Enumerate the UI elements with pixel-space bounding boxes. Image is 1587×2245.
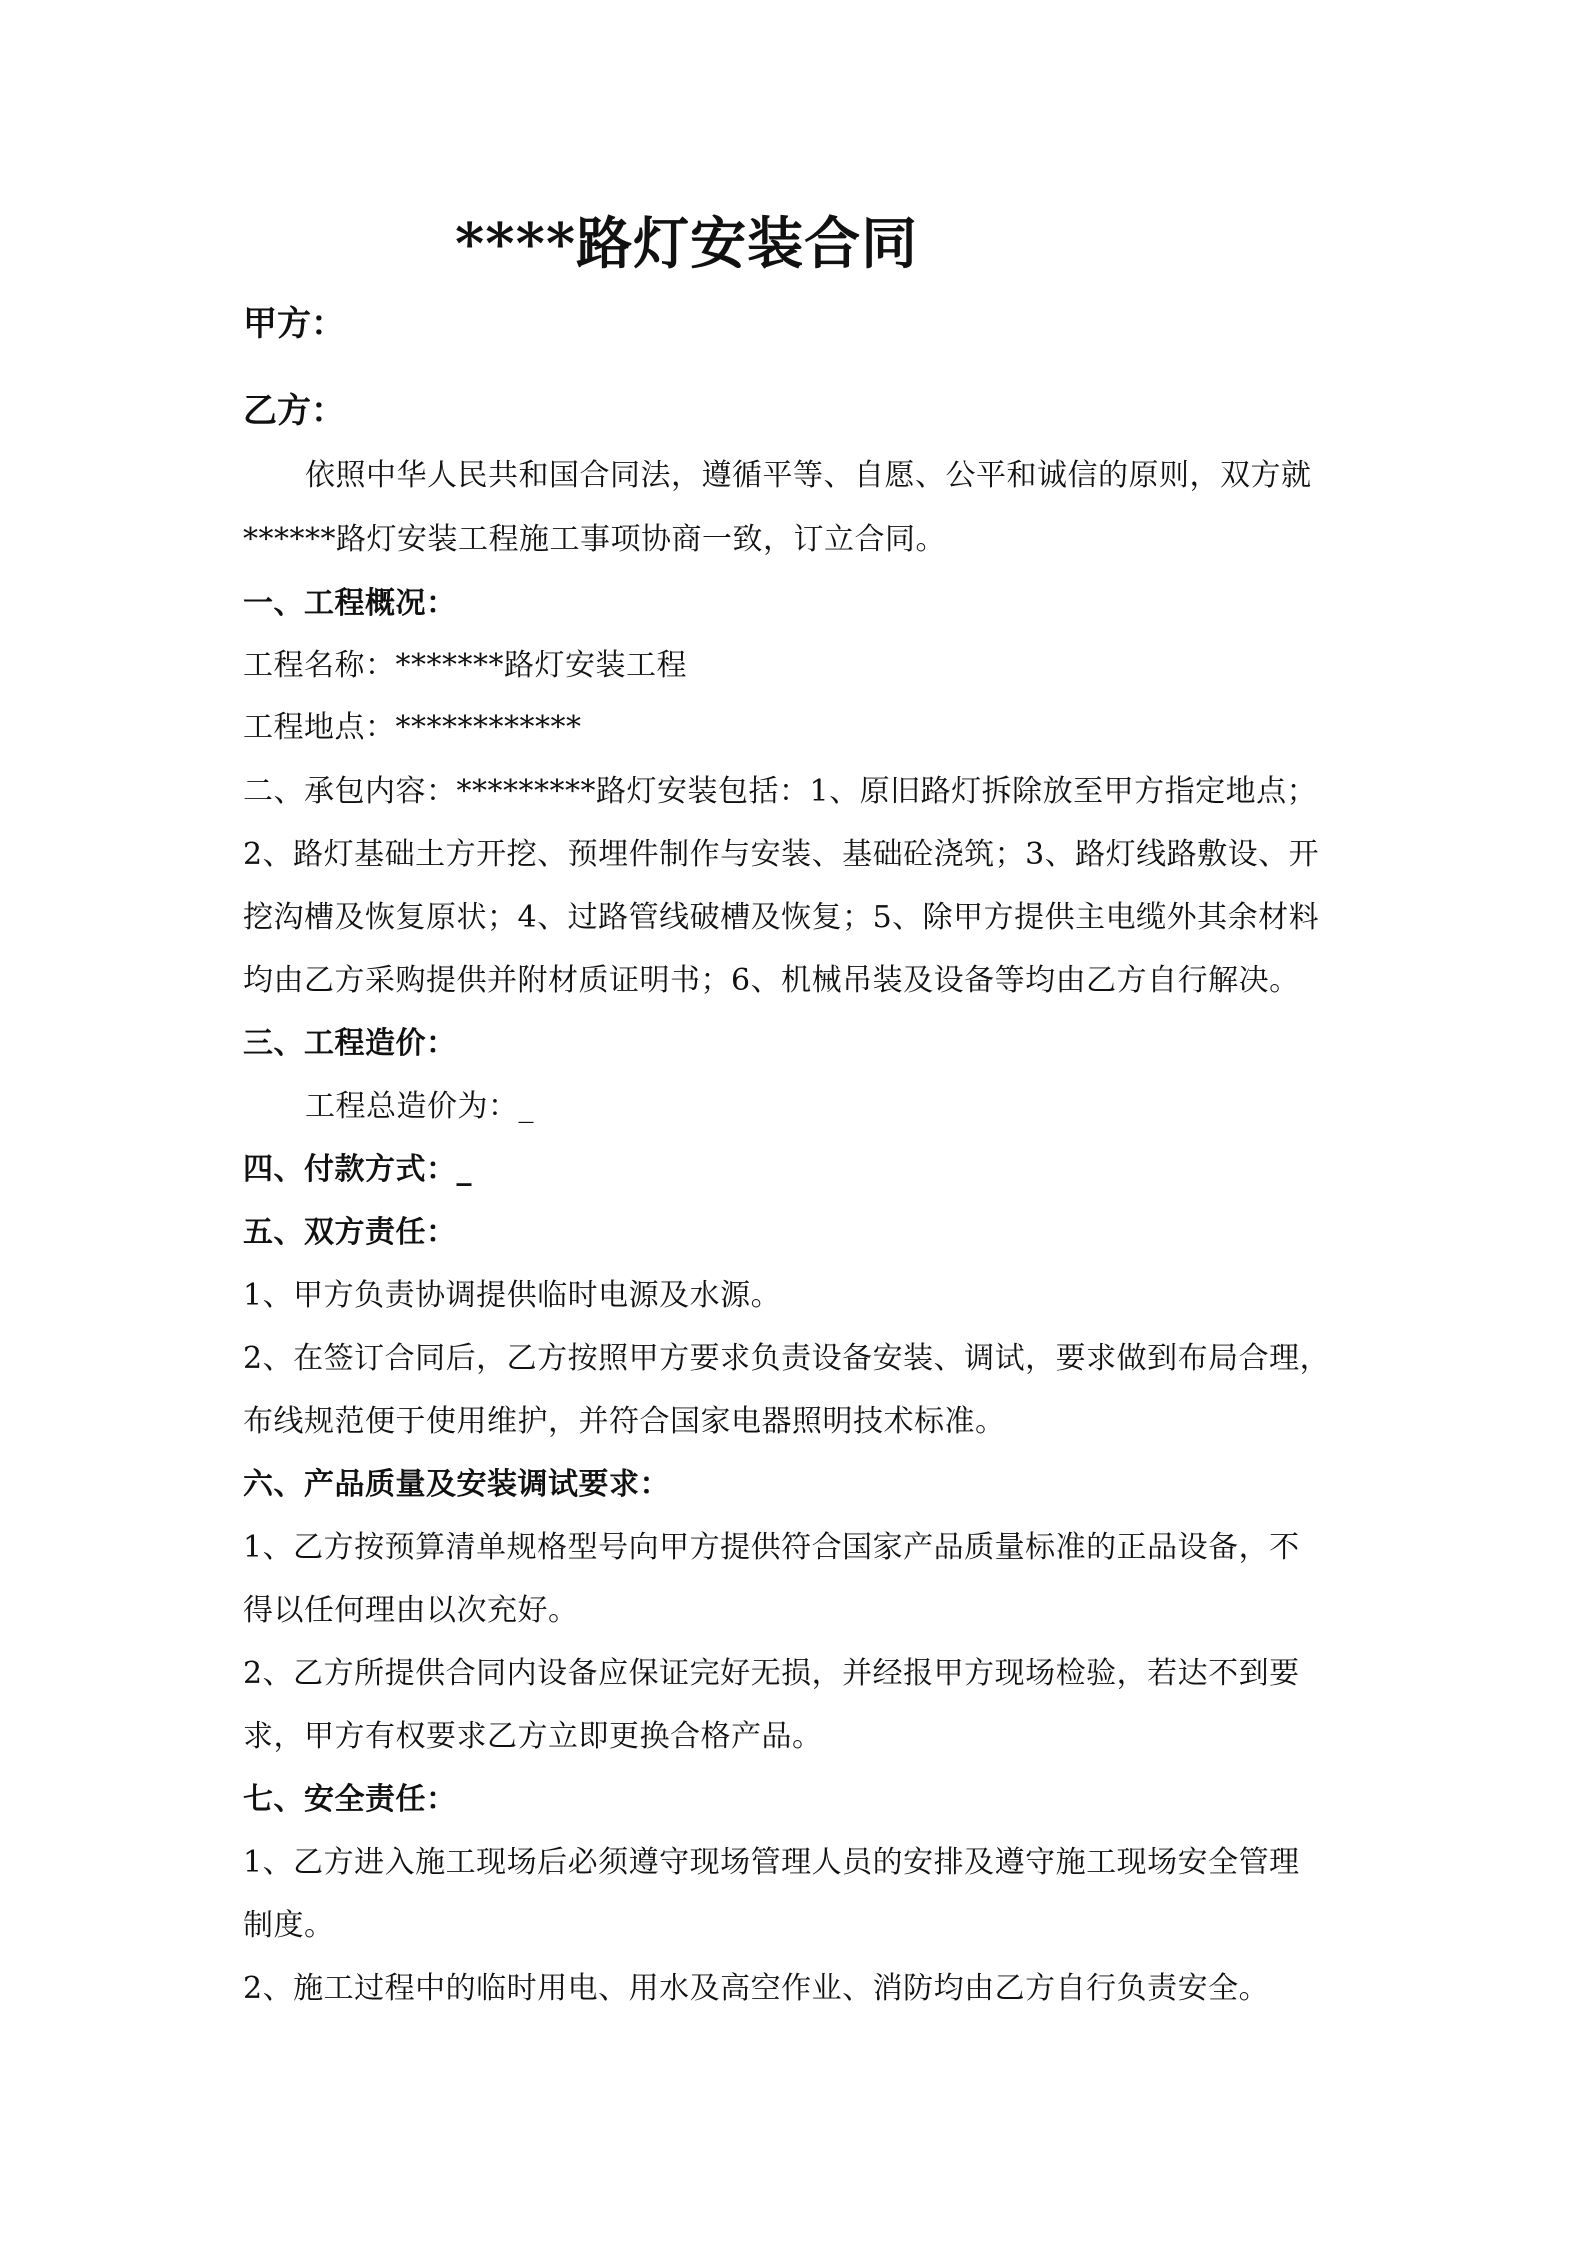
project-location: 工程地点：************ (243, 710, 582, 745)
section-5-item-1: 1、甲方负责协调提供临时电源及水源。 (243, 1278, 782, 1313)
section-2-line-2: 2、路灯基础土方开挖、预埋件制作与安装、基础砼浇筑；3、路灯线路敷设、开 (243, 837, 1320, 872)
party-a-label: 甲方： (243, 304, 345, 344)
section-6-item-1-line-1: 1、乙方按预算清单规格型号向甲方提供符合国家产品质量标准的正品设备，不 (243, 1530, 1300, 1565)
section-2-line-1: 二、承包内容：*********路灯安装包括：1、原旧路灯拆除放至甲方指定地点； (243, 774, 1318, 809)
section-6-heading: 六、产品质量及安装调试要求： (243, 1467, 670, 1502)
section-4-heading: 四、付款方式：_ (243, 1152, 472, 1187)
section-2-line-4: 均由乙方采购提供并附材质证明书；6、机械吊装及设备等均由乙方自行解决。 (243, 963, 1300, 998)
section-7-item-1-line-2: 制度。 (243, 1908, 335, 1943)
section-6-item-2-line-2: 求，甲方有权要求乙方立即更换合格产品。 (243, 1719, 823, 1754)
intro-paragraph-line-2: ******路灯安装工程施工事项协商一致，订立合同。 (243, 522, 946, 557)
section-6-item-2-line-1: 2、乙方所提供合同内设备应保证完好无损，并经报甲方现场检验，若达不到要 (243, 1656, 1300, 1691)
section-2-line-3: 挖沟槽及恢复原状；4、过路管线破槽及恢复；5、除甲方提供主电缆外其余材料 (243, 900, 1320, 935)
project-name: 工程名称：*******路灯安装工程 (243, 648, 687, 683)
section-7-heading: 七、安全责任： (243, 1782, 457, 1817)
section-1-heading: 一、工程概况： (243, 586, 457, 621)
section-5-item-2-line-2: 布线规范便于使用维护，并符合国家电器照明技术标准。 (243, 1404, 1006, 1439)
section-7-item-2: 2、施工过程中的临时用电、用水及高空作业、消防均由乙方自行负责安全。 (243, 1971, 1270, 2006)
section-7-item-1-line-1: 1、乙方进入施工现场后必须遵守现场管理人员的安排及遵守施工现场安全管理 (243, 1845, 1300, 1880)
section-3-heading: 三、工程造价： (243, 1026, 457, 1061)
page-title: ****路灯安装合同 (455, 211, 919, 277)
section-5-item-2-line-1: 2、在签订合同后，乙方按照甲方要求负责设备安装、调试，要求做到布局合理， (243, 1341, 1331, 1376)
section-6-item-1-line-2: 得以任何理由以次充好。 (243, 1593, 579, 1628)
section-5-heading: 五、双方责任： (243, 1215, 457, 1250)
party-b-label: 乙方： (243, 391, 345, 431)
total-price: 工程总造价为：_ (305, 1089, 534, 1124)
intro-paragraph-line-1: 依照中华人民共和国合同法，遵循平等、自愿、公平和诚信的原则，双方就 (305, 458, 1312, 493)
